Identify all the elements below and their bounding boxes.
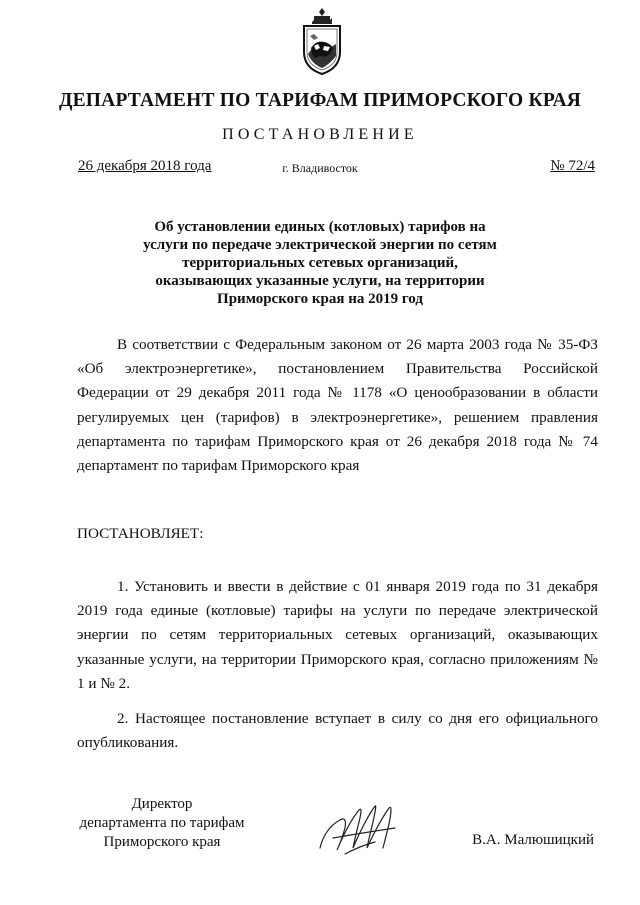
signer-position-line: Директор (131, 796, 193, 812)
document-date: 26 декабря 2018 года (78, 158, 212, 174)
signer-name: В.А. Малюшицкий (472, 832, 594, 848)
signer-position-line: Приморского края (103, 834, 221, 850)
preamble-paragraph: В соответствии с Федеральным законом от 26 марта 2003 года № 35-ФЗ «Об электроэнергетике», постановлением Правительства Российской Федерации от 29 декабря 2011 года № 1178 «О ценообразовании в области регулируемых цен (тарифов) в электроэнергетике», решением правления департамента по тарифам Приморского края от 26 декабря 2018 года № 74 департамент по тарифам Приморского края (77, 336, 598, 475)
document-title (130, 218, 510, 308)
item-2-paragraph: 2. Настоящее постановление вступает в силу со дня его официального опубликования. (77, 710, 598, 752)
title-line: территориальных сетевых организаций, (182, 255, 458, 271)
signer-position-line: департамента по тарифам (79, 815, 245, 831)
coat-of-arms-icon (300, 6, 344, 76)
handwritten-signature-icon (315, 798, 410, 858)
organization-name: ДЕПАРТАМЕНТ ПО ТАРИФАМ ПРИМОРСКОГО КРАЯ (58, 90, 582, 111)
title-line: Об установлении единых (котловых) тарифов на (154, 219, 486, 235)
item-1-paragraph: 1. Установить и ввести в действие с 01 января 2019 года по 31 декабря 2019 года единые (котловые) тарифы на услуги по передаче электрической энергии по сетям территориальных сетевых организаций, оказывающих указанные услуги, на территории Приморского края, согласно приложениям № 1 и № 2. (77, 578, 598, 692)
title-line: оказывающих указанные услуги, на территории (155, 273, 485, 289)
title-line: Приморского края на 2019 год (217, 291, 423, 307)
decree-word: ПОСТАНОВЛЯЕТ: (77, 525, 204, 542)
signer-position (77, 795, 247, 852)
document-number: № 72/4 (550, 158, 595, 174)
document-type: ПОСТАНОВЛЕНИЕ (222, 126, 418, 143)
title-line: услуги по передаче электрической энергии по сетям (143, 237, 497, 253)
document-city: г. Владивосток (282, 161, 358, 175)
